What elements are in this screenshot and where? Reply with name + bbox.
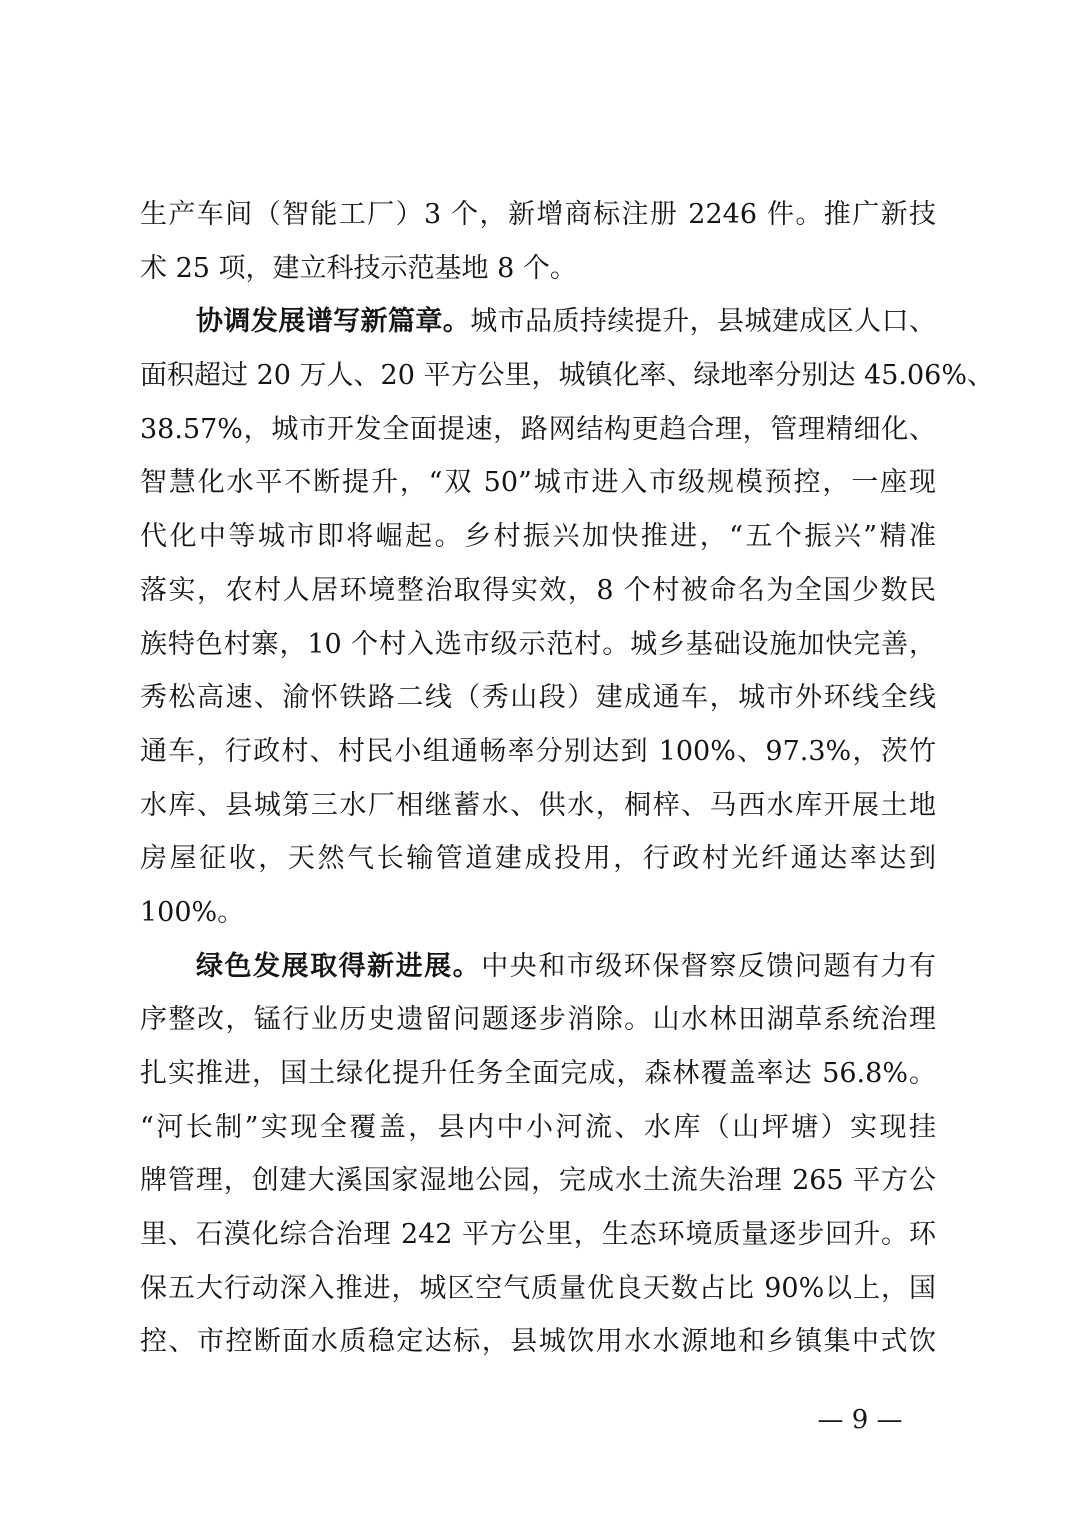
text-line: 房屋征收，天然气长输管道建成投用，行政村光纤通达率达到 [140,843,936,875]
text-line: “河长制”实现全覆盖，县内中小河流、水库（山坪塘）实现挂 [140,1111,936,1143]
text-line: 秀松高速、渝怀铁路二线（秀山段）建成通车，城市外环线全线 [140,682,936,714]
text-line: 38.57%，城市开发全面提速，路网结构更趋合理，管理精细化、 [140,413,936,445]
text-line: 扎实推进，国土绿化提升任务全面完成，森林覆盖率达 56.8%。 [140,1058,936,1089]
text-line: 智慧化水平不断提升，“双 50”城市进入市级规模预控，一座现 [140,467,936,499]
text-line: 面积超过 20 万人、20 平方公里，城镇化率、绿地率分别达 45.06%、 [140,360,994,392]
text-run: 城市品质持续提升，县城建成区人口、 [470,306,937,338]
text-line: 水库、县城第三水厂相继蓄水、供水，桐梓、马西水库开展土地 [140,789,936,821]
text-line: 里、石漠化综合治理 242 平方公里，生态环境质量逐步回升。环 [140,1219,936,1251]
page-number: — 9 — [817,1405,903,1435]
paragraph-first-line [140,940,936,994]
body-text [140,188,994,1369]
text-run: 中央和市级环保督察反馈问题有力有 [481,950,937,982]
text-line: 代化中等城市即将崛起。乡村振兴加快推进，“五个振兴”精准 [140,521,936,553]
text-line: 族特色村寨，10 个村入选市级示范村。城乡基础设施加快完善， [140,628,936,660]
text-line: 术 25 项，建立科技示范基地 8 个。 [140,252,577,284]
text-line: 100%。 [140,896,245,928]
text-line: 控、市控断面水质稳定达标，县城饮用水水源地和乡镇集中式饮 [140,1326,936,1358]
section-heading: 绿色发展取得新进展。 [196,950,482,982]
text-line: 通车，行政村、村民小组通畅率分别达到 100%、97.3%，茨竹 [140,735,936,767]
text-line: 序整改，锰行业历史遗留问题逐步消除。山水林田湖草系统治理 [140,1004,936,1036]
paragraph-first-line [140,295,936,349]
section-heading: 协调发展谱写新篇章。 [196,306,471,338]
text-line: 生产车间（智能工厂）3 个，新增商标注册 2246 件。推广新技 [140,199,936,230]
text-line: 落实，农村人居环境整治取得实效，8 个村被命名为全国少数民 [140,574,936,606]
text-line: 保五大行动深入推进，城区空气质量优良天数占比 90%以上，国 [140,1272,936,1304]
text-line: 牌管理，创建大溪国家湿地公园，完成水土流失治理 265 平方公 [140,1165,936,1197]
